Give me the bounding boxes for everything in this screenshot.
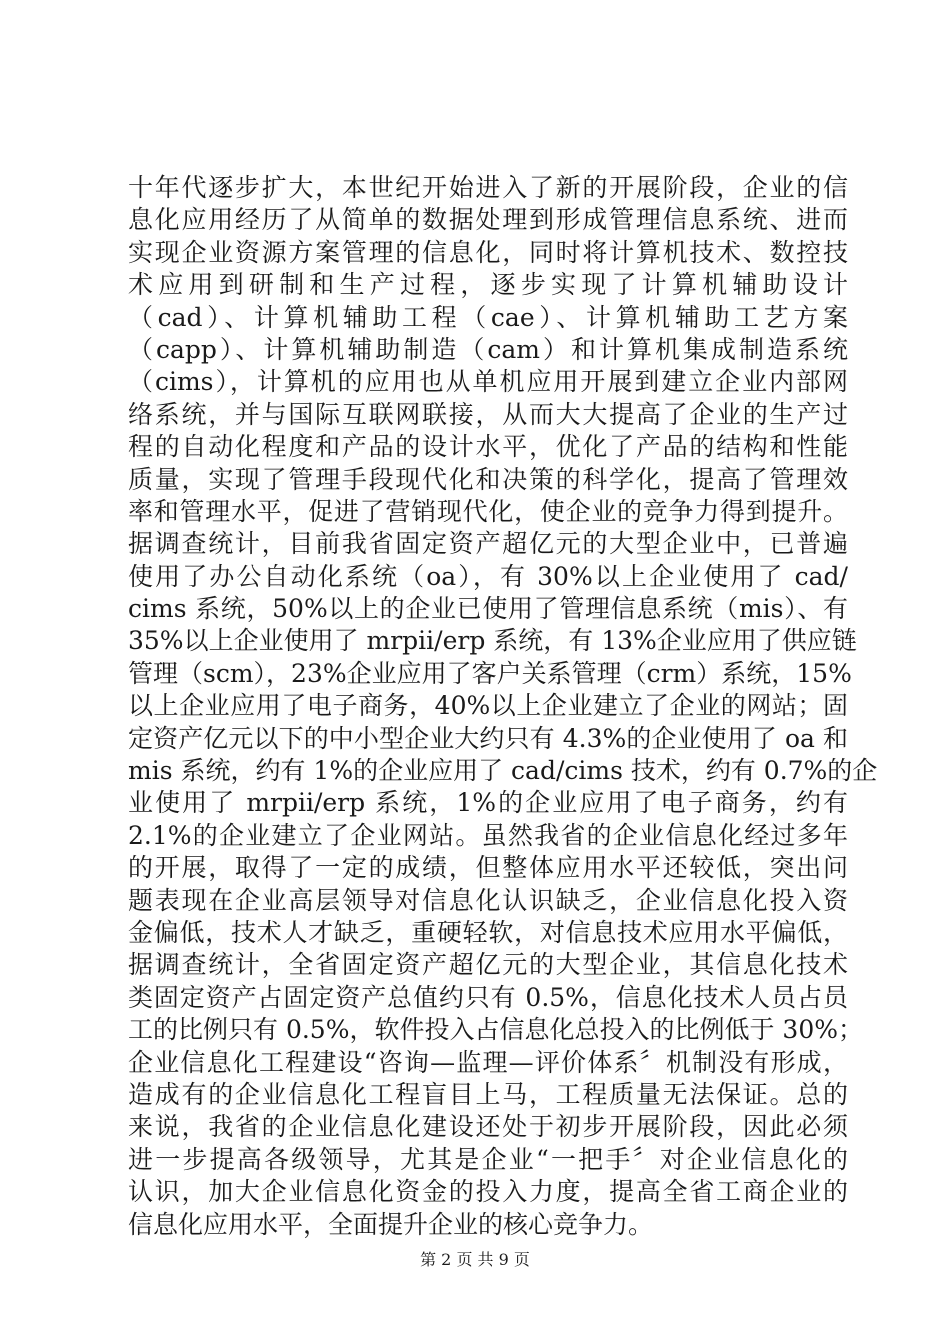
text-line: （capp）、计算机辅助制造（cam）和计算机集成制造系统 <box>128 334 848 364</box>
text-line: 来说，我省的企业信息化建设还处于初步开展阶段，因此必须 <box>128 1112 848 1142</box>
text-line: 金偏低，技术人才缺乏，重硬轻软，对信息技术应用水平偏低， <box>128 917 848 947</box>
text-line: 质量，实现了管理手段现代化和决策的科学化，提高了管理效 <box>128 464 848 494</box>
text-line: mis 系统，约有 1%的企业应用了 cad/cims 技术，约有 0.7%的企 <box>128 756 878 786</box>
text-line: cims 系统，50%以上的企业已使用了管理信息系统（mis）、有 <box>128 594 848 624</box>
text-line: 进一步提高各级领导，尤其是企业“一把手〞对企业信息化的 <box>128 1144 848 1174</box>
text-line: 管理（scm），23%企业应用了客户关系管理（crm）系统，15% <box>128 658 852 688</box>
text-line: 类固定资产占固定资产总值约只有 0.5%，信息化技术人员占员 <box>128 982 848 1012</box>
text-line: 企业信息化工程建设“咨询—监理—评价体系〞机制没有形成， <box>128 1047 848 1077</box>
text-line: 据调查统计，目前我省固定资产超亿元的大型企业中，已普遍 <box>128 529 848 559</box>
text-line: （cad）、计算机辅助工程（cae）、计算机辅助工艺方案 <box>128 302 848 332</box>
text-line: 以上企业应用了电子商务，40%以上企业建立了企业的网站；固 <box>128 691 848 721</box>
text-line: 定资产亿元以下的中小型企业大约只有 4.3%的企业使用了 oa 和 <box>128 723 848 753</box>
text-line: 认识，加大企业信息化资金的投入力度，提高全省工商企业的 <box>128 1177 848 1207</box>
text-line: 据调查统计，全省固定资产超亿元的大型企业，其信息化技术 <box>128 950 848 980</box>
text-line: 络系统，并与国际互联网联接，从而大大提高了企业的生产过 <box>128 399 848 429</box>
text-line: 术应用到研制和生产过程，逐步实现了计算机辅助设计 <box>128 270 848 300</box>
text-line: 造成有的企业信息化工程盲目上马，工程质量无法保证。总的 <box>128 1079 848 1109</box>
page-number: 第 2 页 共 9 页 <box>420 1250 530 1269</box>
text-line: 业使用了 mrpii/erp 系统，1%的企业应用了电子商务，约有 <box>128 788 848 818</box>
text-line: 率和管理水平，促进了营销现代化，使企业的竞争力得到提升。 <box>128 496 848 526</box>
text-line: 程的自动化程度和产品的设计水平，优化了产品的结构和性能 <box>128 432 848 462</box>
text-line: 息化应用经历了从简单的数据处理到形成管理信息系统、进而 <box>128 205 848 235</box>
text-line: 的开展，取得了一定的成绩，但整体应用水平还较低，突出问 <box>128 853 848 883</box>
text-line: 实现企业资源方案管理的信息化，同时将计算机技术、数控技 <box>128 237 848 267</box>
text-line: 十年代逐步扩大，本世纪开始进入了新的开展阶段，企业的信 <box>128 173 848 202</box>
page-footer <box>0 1250 950 1270</box>
text-line: 信息化应用水平，全面提升企业的核心竞争力。 <box>128 1209 654 1239</box>
text-line: 工的比例只有 0.5%，软件投入占信息化总投入的比例低于 30%； <box>128 1015 863 1045</box>
text-line: 2.1%的企业建立了企业网站。虽然我省的企业信息化经过多年 <box>128 820 848 850</box>
text-line: 35%以上企业使用了 mrpii/erp 系统，有 13%企业应用了供应链 <box>128 626 857 656</box>
body-paragraph <box>128 172 878 1241</box>
text-line: （cims），计算机的应用也从单机应用开展到建立企业内部网 <box>128 367 848 397</box>
text-line: 使用了办公自动化系统（oa），有 30%以上企业使用了 cad/ <box>128 561 848 591</box>
text-line: 题表现在企业高层领导对信息化认识缺乏，企业信息化投入资 <box>128 885 848 915</box>
